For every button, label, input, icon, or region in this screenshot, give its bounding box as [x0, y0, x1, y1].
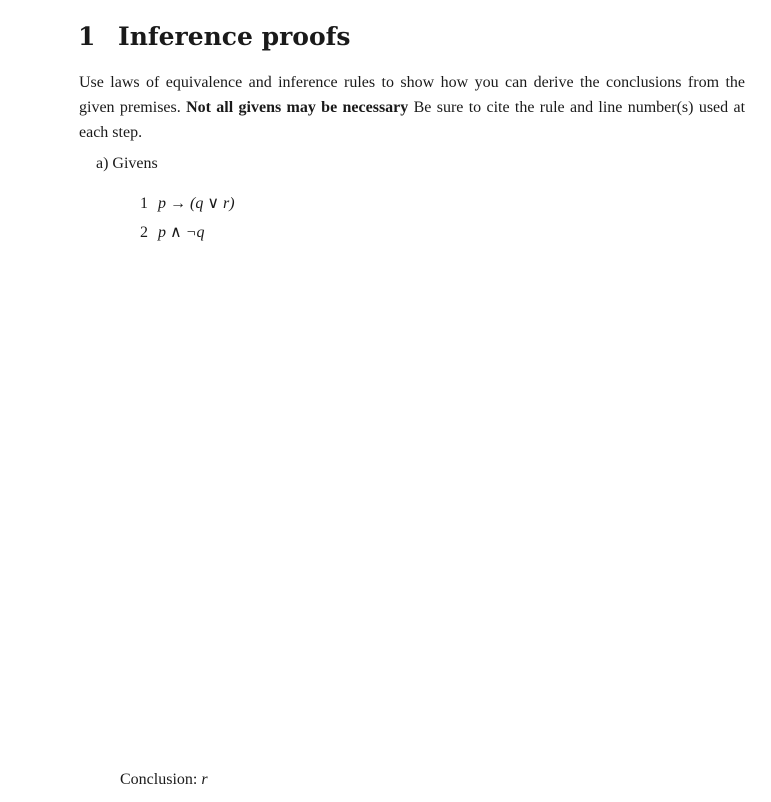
given-expression: p ∧ ¬q: [158, 224, 205, 241]
section-heading: [78, 22, 350, 51]
conclusion: [120, 771, 208, 789]
instructions-paragraph: [79, 70, 745, 145]
conclusion-label: Conclusion:: [120, 771, 202, 788]
given-line-number: 1: [140, 195, 148, 212]
section-number: 1: [78, 22, 96, 51]
conclusion-value: r: [201, 771, 208, 788]
section-title: Inference proofs: [118, 22, 351, 51]
instructions-text: Use laws of equivalence and inference rules to show how you can derive the conclusions from the given premises.: [79, 74, 745, 116]
instructions-emphasis: Not all givens may be necessary: [186, 99, 409, 116]
given-expression: p → (q ∨ r): [158, 195, 235, 212]
part-a-label: a) Givens: [96, 155, 158, 172]
given-line: [140, 222, 205, 242]
instructions-text-end: Be sure to cite the rule and line number(s) used at each step.: [79, 99, 746, 141]
given-line-number: 2: [140, 224, 148, 241]
given-line: [140, 193, 235, 213]
